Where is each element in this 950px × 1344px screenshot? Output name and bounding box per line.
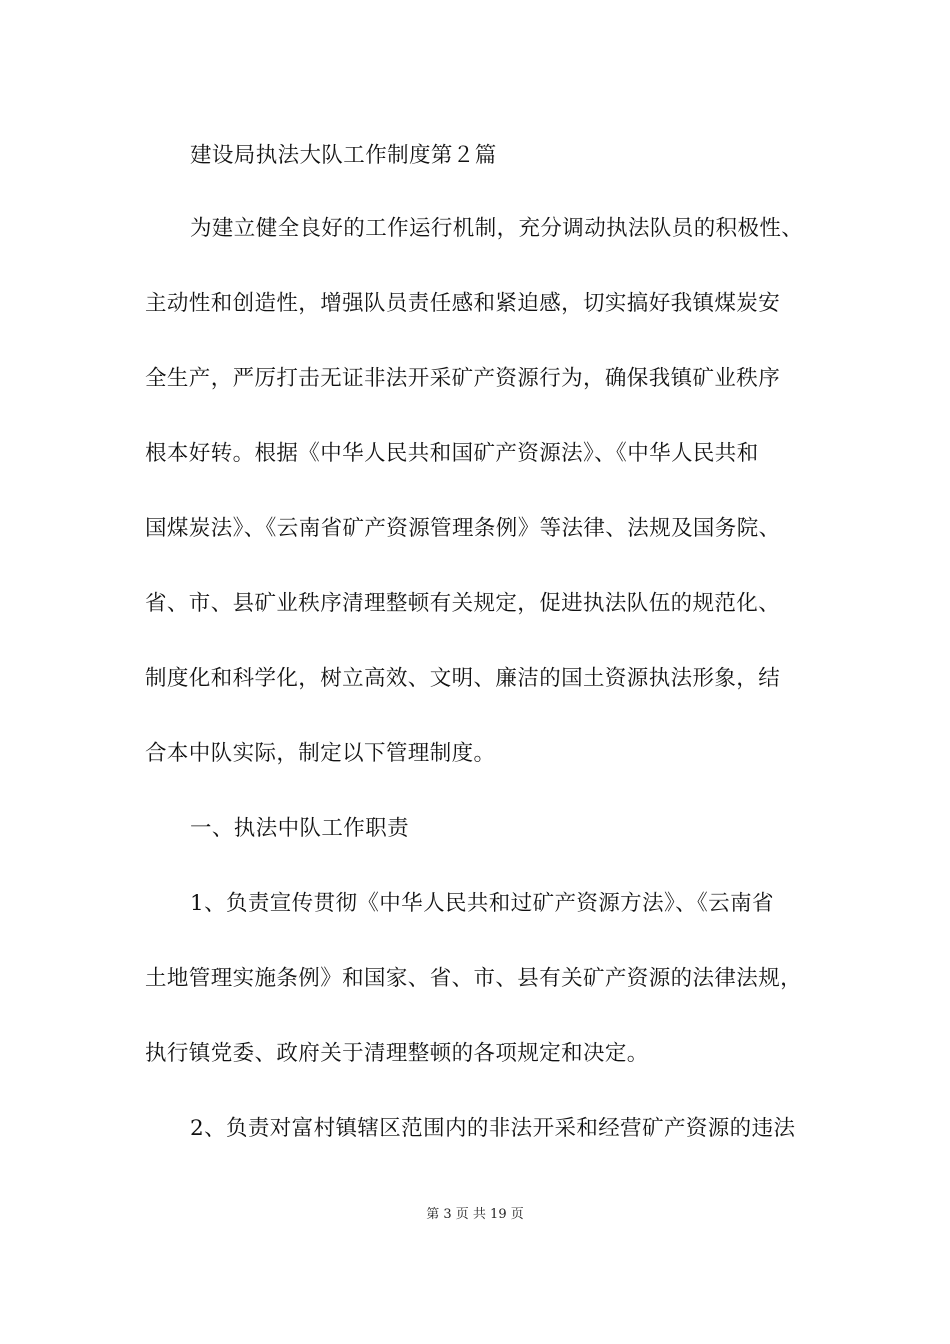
paragraph-line: 全生产，严厉打击无证非法开采矿产资源行为，确保我镇矿业秩序 — [145, 366, 781, 391]
section-heading: 一、执法中队工作职责 — [190, 816, 410, 841]
paragraph-line: 为建立健全良好的工作运行机制，充分调动执法队员的积极性、 — [190, 216, 804, 241]
paragraph-line: 根本好转。根据《中华人民共和国矿产资源法》、《中华人民共和 — [145, 441, 759, 466]
paragraph-line: 主动性和创造性，增强队员责任感和紧迫感，切实搞好我镇煤炭安 — [145, 291, 781, 316]
section-title: 建设局执法大队工作制度第２篇 — [190, 143, 497, 168]
paragraph-line: 国煤炭法》、《云南省矿产资源管理条例》等法律、法规及国务院、 — [145, 516, 781, 541]
page-number-footer: 第 3 页 共 19 页 — [426, 1207, 524, 1222]
paragraph-line: 制度化和科学化，树立高效、文明、廉洁的国土资源执法形象，结 — [145, 666, 781, 691]
paragraph-line: 1、负责宣传贯彻《中华人民共和过矿产资源方法》、《云南省 — [190, 891, 774, 916]
paragraph-line: 省、市、县矿业秩序清理整顿有关规定，促进执法队伍的规范化、 — [145, 591, 781, 616]
paragraph-line: 执行镇党委、政府关于清理整顿的各项规定和决定。 — [145, 1041, 649, 1066]
paragraph-line: 土地管理实施条例》和国家、省、市、县有关矿产资源的法律法规， — [145, 966, 803, 991]
paragraph-line: 2、负责对富村镇辖区范围内的非法开采和经营矿产资源的违法 — [190, 1116, 796, 1141]
paragraph-line: 合本中队实际，制定以下管理制度。 — [145, 741, 496, 766]
